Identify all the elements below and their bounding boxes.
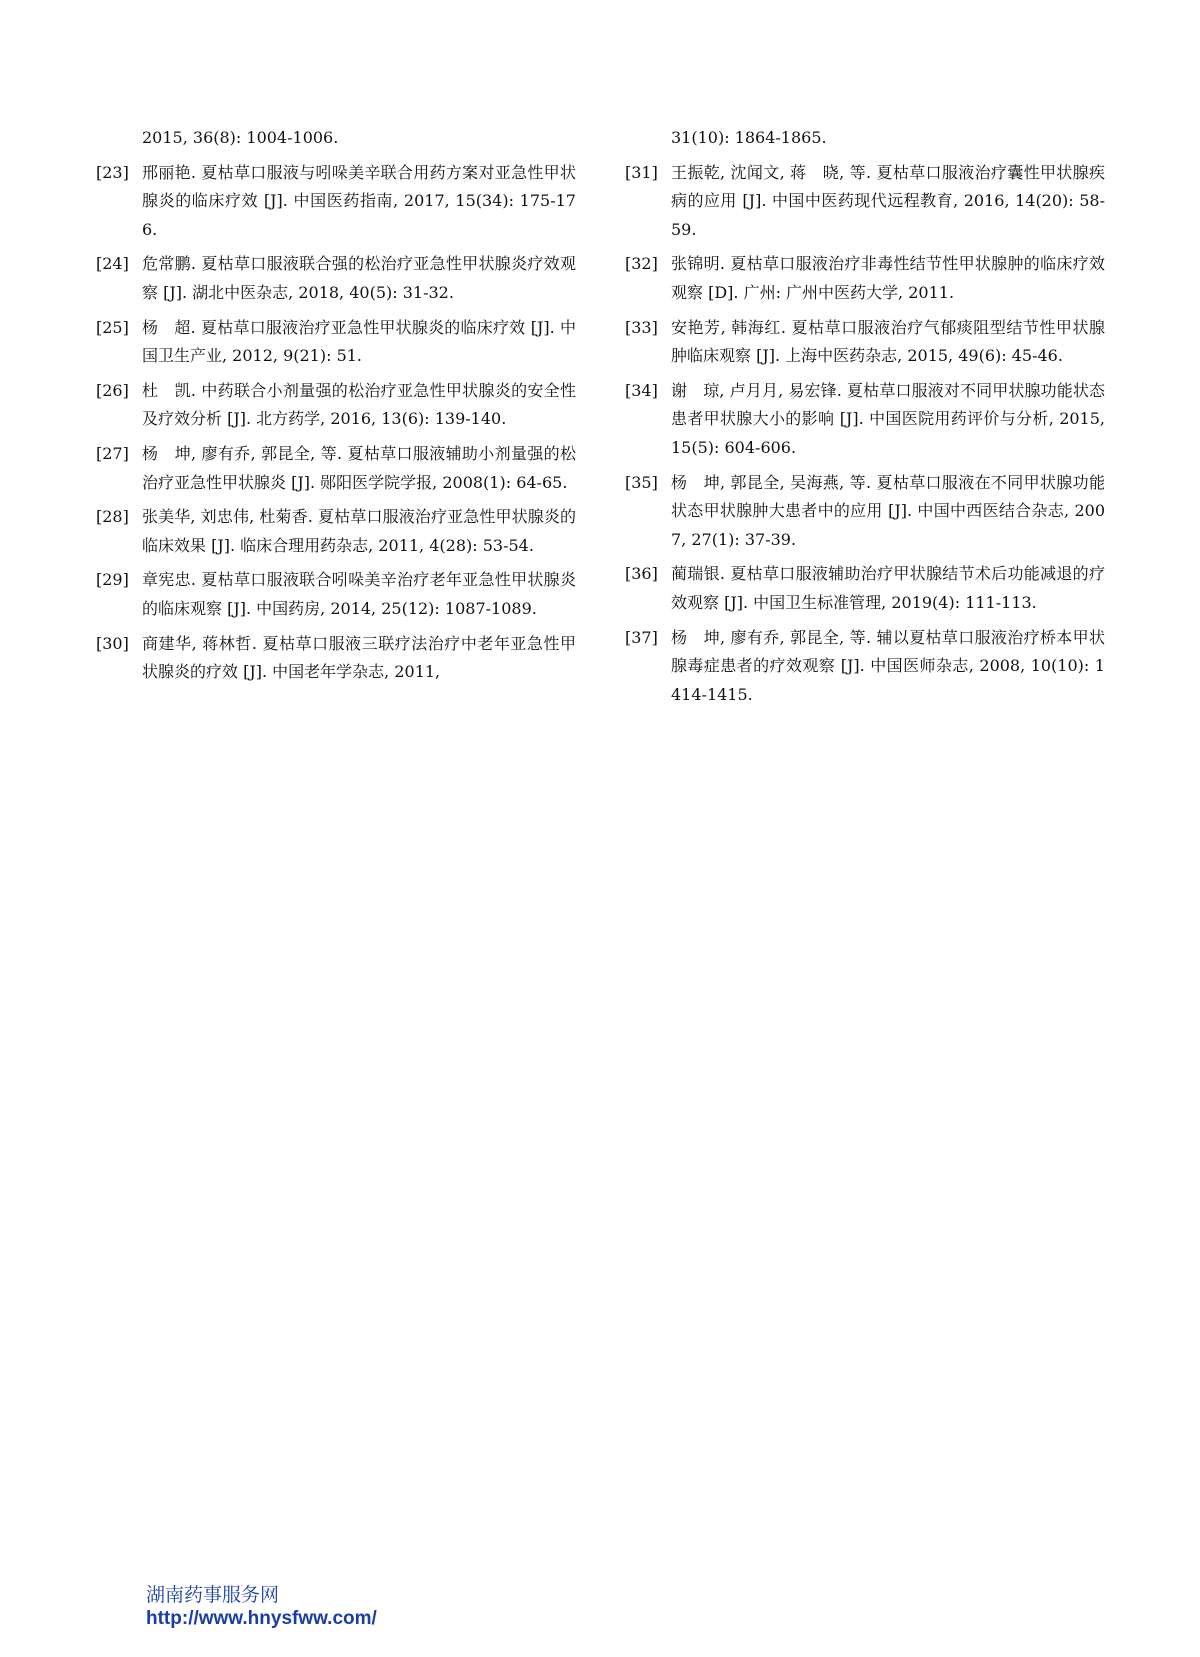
reference-item [625,377,1105,463]
reference-text: 安艳芳, 韩海红. 夏枯草口服液治疗气郁痰阻型结节性甲状腺肿临床观察 [J]. 上海中医药杂志, 2015, 49(6): 45-46. [671,317,1105,366]
reference-number: [35] [625,472,658,492]
reference-item [96,503,576,560]
reference-continuation: 31(10): 1864-1865. [671,128,827,147]
reference-item [625,469,1105,555]
reference-number: [24] [96,254,129,274]
reference-text: 章宪忠. 夏枯草口服液联合吲哚美辛治疗老年亚急性甲状腺炎的临床观察 [J]. 中国药房, 2014, 25(12): 1087-1089. [142,570,576,618]
footer-site-url[interactable]: http://www.hnysfww.com/ [146,1608,377,1629]
reference-item [625,314,1105,371]
reference-text: 杨 坤, 郭昆全, 吴海燕, 等. 夏枯草口服液在不同甲状腺功能状态甲状腺肿大患者中的应用 [J]. 中国中西医结合杂志, 2007, 27(1): 37-39. [671,472,1105,549]
reference-text: 王振乾, 沈闻文, 蒋 晓, 等. 夏枯草口服液治疗囊性甲状腺疾病的应用 [J]. 中国中医药现代远程教育, 2016, 14(20): 58-59. [671,162,1105,239]
reference-continuation: 2015, 36(8): 1004-1006. [142,128,339,147]
reference-number: [31] [625,162,658,182]
reference-item [96,630,576,687]
references-column-right [625,124,1105,715]
references-column-left [96,124,576,693]
reference-number: [34] [625,380,658,400]
reference-item [625,624,1105,710]
reference-item [625,560,1105,617]
reference-number: [30] [96,633,129,653]
reference-number: [27] [96,443,129,463]
reference-number: [36] [625,564,658,584]
reference-item [96,159,576,245]
reference-item [96,566,576,623]
reference-item [96,440,576,497]
reference-item [96,250,576,307]
reference-text: 杨 超. 夏枯草口服液治疗亚急性甲状腺炎的临床疗效 [J]. 中国卫生产业, 2012, 9(21): 51. [142,317,576,366]
reference-number: [29] [96,570,129,590]
reference-text: 杨 坤, 廖有乔, 郭昆全, 等. 夏枯草口服液辅助小剂量强的松治疗亚急性甲状腺炎 [J]. 郧阳医学院学报, 2008(1): 64-65. [142,443,576,492]
reference-number: [32] [625,254,658,274]
reference-text: 杨 坤, 廖有乔, 郭昆全, 等. 辅以夏枯草口服液治疗桥本甲状腺毒症患者的疗效观察 [J]. 中国医师杂志, 2008, 10(10): 1414-1415. [671,627,1105,704]
reference-text: 商建华, 蒋林哲. 夏枯草口服液三联疗法治疗中老年亚急性甲状腺炎的疗效 [J]. 中国老年学杂志, 2011, [142,633,576,682]
site-footer [146,1583,377,1631]
reference-number: [28] [96,507,129,527]
reference-text: 谢 琼, 卢月月, 易宏锋. 夏枯草口服液对不同甲状腺功能状态患者甲状腺大小的影响 [J]. 中国医院用药评价与分析, 2015, 15(5): 604-606. [671,380,1105,457]
reference-number: [26] [96,380,129,400]
reference-text: 张锦明. 夏枯草口服液治疗非毒性结节性甲状腺肿的临床疗效观察 [D]. 广州: 广州中医药大学, 2011. [671,254,1105,302]
reference-number: [23] [96,162,129,182]
reference-number: [37] [625,627,658,647]
reference-text: 杜 凯. 中药联合小剂量强的松治疗亚急性甲状腺炎的安全性及疗效分析 [J]. 北方药学, 2016, 13(6): 139-140. [142,380,576,429]
reference-text: 邢丽艳. 夏枯草口服液与吲哚美辛联合用药方案对亚急性甲状腺炎的临床疗效 [J]. 中国医药指南, 2017, 15(34): 175-176. [142,162,576,239]
reference-item [625,250,1105,307]
reference-number: [25] [96,317,129,337]
reference-text: 张美华, 刘忠伟, 杜菊香. 夏枯草口服液治疗亚急性甲状腺炎的临床效果 [J]. 临床合理用药杂志, 2011, 4(28): 53-54. [142,507,576,555]
footer-site-name: 湖南药事服务网 [146,1584,280,1606]
reference-item [96,314,576,371]
reference-text: 危常鹏. 夏枯草口服液联合强的松治疗亚急性甲状腺炎疗效观察 [J]. 湖北中医杂志, 2018, 40(5): 31-32. [142,254,576,302]
reference-number: [33] [625,317,658,337]
reference-item [625,159,1105,245]
reference-text: 蔺瑞银. 夏枯草口服液辅助治疗甲状腺结节术后功能减退的疗效观察 [J]. 中国卫生标准管理, 2019(4): 111-113. [671,564,1105,612]
reference-item [96,377,576,434]
